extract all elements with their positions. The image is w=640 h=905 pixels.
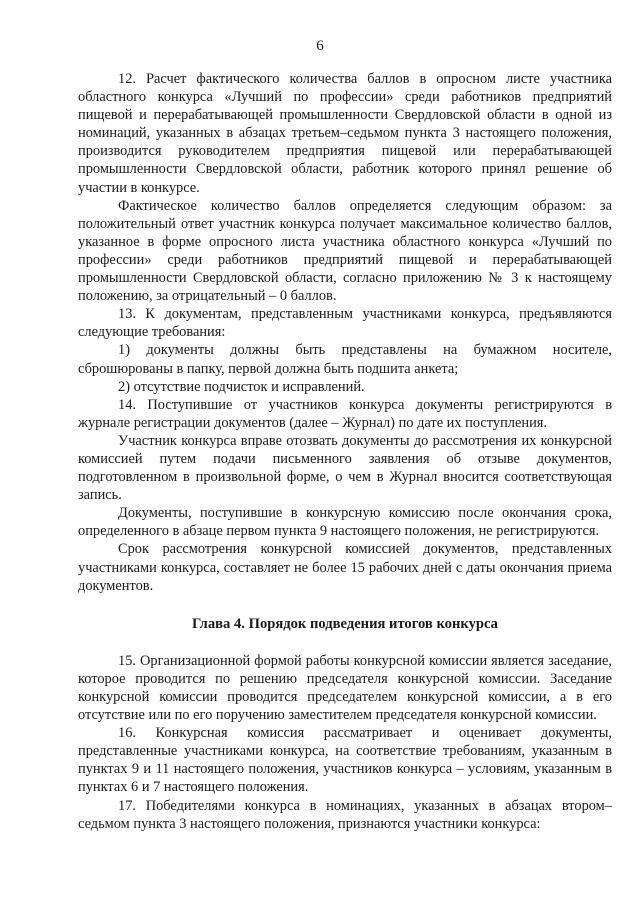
- paragraph-14-withdrawal: Участник конкурса вправе отозвать документы до рассмотрения их конкурсной комиссией путем подачи письменного заявления об отзыве документов, подготовленном в произвольной форме, о чем в Журнал вносится соответствующая запись.: [78, 432, 612, 504]
- paragraph-13: 13. К документам, представленным участниками конкурса, предъявляются следующие требования:: [78, 306, 612, 341]
- paragraph-14: 14. Поступившие от участников конкурса документы регистрируются в журнале регистрации документов (далее – Журнал) по дате их поступления.: [78, 396, 612, 431]
- paragraph-12-scoring: Фактическое количество баллов определяется следующим образом: за положительный ответ участник конкурса получает максимальное количество баллов, указанное в форме опросного листа участника областного конкурса «Лучший по профессии» среди работников предприятий пищевой и перерабатывающей промышленности Свердловской области, согласно приложению № 3 к настоящему положению, за отрицательный – 0 баллов.: [78, 197, 612, 305]
- paragraph-16: 16. Конкурсная комиссия рассматривает и оценивает документы, представленные участниками конкурса, на соответствие требованиям, указанным в пунктах 9 и 11 настоящего положения, участников конкурса – условиям, указанным в пунктах 6 и 7 настоящего положения.: [78, 725, 612, 796]
- paragraph-13-item-1: 1) документы должны быть представлены на бумажном носителе, сброшюрованы в папку, первой должна быть подшита анкета;: [78, 342, 612, 377]
- page-number: 6: [316, 38, 324, 54]
- paragraph-17: 17. Победителями конкурса в номинациях, указанных в абзацах втором–седьмом пункта 3 настоящего положения, признаются участники конкурса:: [78, 797, 612, 832]
- paragraph-12: 12. Расчет фактического количества баллов в опросном листе участника областного конкурса «Лучший по профессии» среди работников предприятий пищевой и перерабатывающей промышленности Свердловской области в одной из номинаций, указанных в абзацах третьем–седьмом пункта 3 настоящего положения, производится руководителем предприятия пищевой или перерабатывающей промышленности Свердловской области, работник которого принял решение об участии в конкурсе.: [78, 71, 612, 196]
- paragraph-14-review-period: Срок рассмотрения конкурсной комиссией документов, представленных участниками конкурса, составляет не более 15 рабочих дней с даты окончания приема документов.: [78, 541, 612, 594]
- chapter-title: Глава 4. Порядок подведения итогов конкурса: [192, 615, 498, 632]
- paragraph-13-item-2: 2) отсутствие подчисток и исправлений.: [118, 378, 365, 395]
- paragraph-14-late-documents: Документы, поступившие в конкурсную комиссию после окончания срока, определенного в абзаце первом пункта 9 настоящего положения, не регистрируются.: [78, 505, 612, 540]
- document-body: [78, 70, 612, 833]
- paragraph-15: 15. Организационной формой работы конкурсной комиссии является заседание, которое проводится по решению председателя конкурсной комиссии. Заседание конкурсной комиссии проводится председателем конкурсной комиссии, а в его отсутствие или по его поручению заместителем председателя конкурсной комиссии.: [78, 652, 612, 724]
